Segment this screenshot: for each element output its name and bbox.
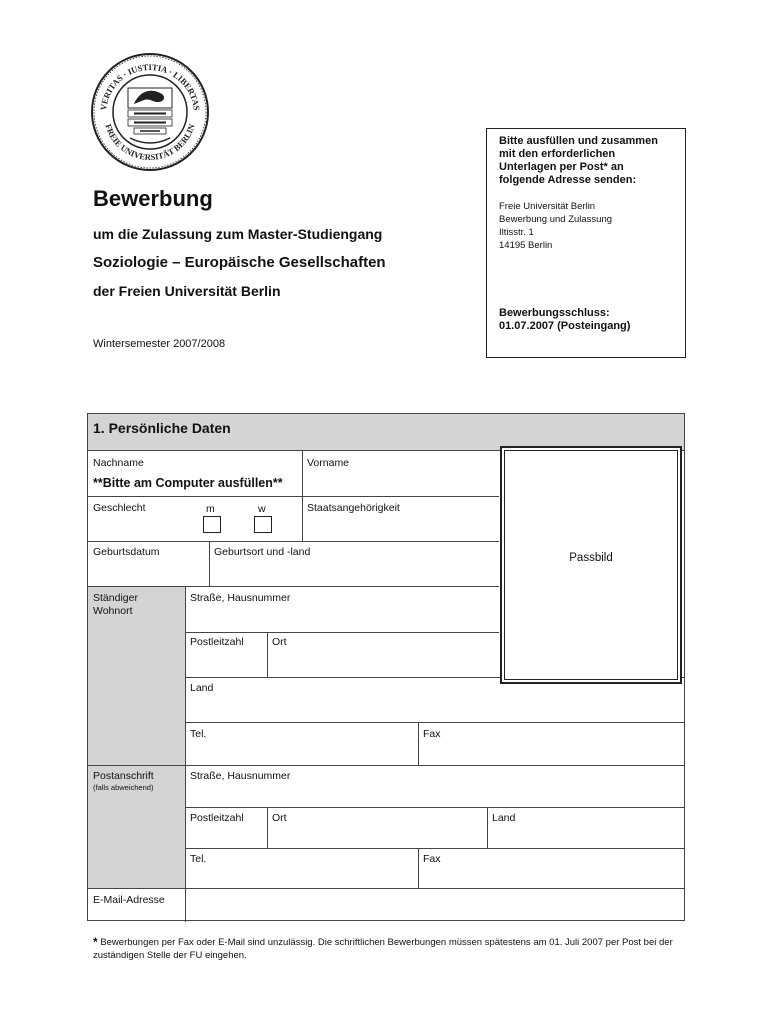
- wohnort-fax-label: Fax: [423, 728, 441, 740]
- page-title: Bewerbung: [93, 186, 213, 211]
- email-label: E-Mail-Adresse: [93, 894, 165, 906]
- university-seal-logo: [90, 52, 210, 172]
- svg-text:FREIE UNIVERSITÄT BERLIN: FREIE UNIVERSITÄT BERLIN: [103, 122, 197, 163]
- gender-w-checkbox[interactable]: [254, 516, 272, 533]
- wohnort-tel-label: Tel.: [190, 728, 207, 740]
- wohnort-land-label: Land: [190, 682, 214, 694]
- gender-w-label: w: [258, 503, 266, 515]
- post-land-label: Land: [492, 812, 516, 824]
- semester-label: Wintersemester 2007/2008: [93, 338, 226, 350]
- post-fax-label: Fax: [423, 853, 441, 865]
- vorname-label: Vorname: [307, 457, 350, 469]
- nachname-label: Nachname: [93, 457, 144, 469]
- footnote-star: *: [93, 935, 98, 949]
- mailing-address: Freie Universität Berlin Bewerbung und Zulassung Iltisstr. 1 14195 Berlin: [499, 201, 613, 251]
- subtitle-line-1: um die Zulassung zum Master-Studiengang: [93, 226, 383, 242]
- passport-photo-box: [500, 446, 682, 684]
- passbild-label: Passbild: [569, 552, 613, 564]
- falls-abweichend-label: (falls abweichend): [93, 783, 154, 792]
- footnote: [93, 936, 688, 962]
- mailing-info-box: [486, 128, 686, 358]
- deadline: Bewerbungsschluss: 01.07.2007 (Posteingang): [499, 307, 631, 332]
- subtitle-line-2: Soziologie – Europäische Gesellschaften: [93, 254, 386, 271]
- geburtsort-label: Geburtsort und -land: [214, 546, 311, 558]
- fill-on-computer-note: **Bitte am Computer ausfüllen**: [93, 476, 283, 490]
- post-ort-label: Ort: [272, 812, 287, 824]
- postanschrift-label: Postanschrift: [93, 770, 154, 782]
- post-strasse-label: Straße, Hausnummer: [190, 770, 291, 782]
- wohnort-ort-label: Ort: [272, 636, 287, 648]
- staatsangehoerigkeit-label: Staatsangehörigkeit: [307, 502, 400, 514]
- label-column-shade: [88, 586, 185, 888]
- wohnort-strasse-label: Straße, Hausnummer: [190, 592, 291, 604]
- geschlecht-label: Geschlecht: [93, 502, 146, 514]
- footnote-text: Bewerbungen per Fax oder E-Mail sind unzulässig. Die schriftlichen Bewerbungen müssen spätestens am 01. Juli 2007 per Post bei der zuständigen Stelle der FU eingehen.: [93, 937, 673, 961]
- geburtsdatum-label: Geburtsdatum: [93, 546, 160, 558]
- svg-text:VERITAS · IUSTITIA · LIBERTAS: VERITAS · IUSTITIA · LIBERTAS: [98, 61, 202, 111]
- post-tel-label: Tel.: [190, 853, 207, 865]
- gender-m-label: m: [206, 503, 215, 515]
- section-title: 1. Persönliche Daten: [93, 420, 231, 436]
- staendiger-wohnort-label: Ständiger Wohnort: [93, 592, 138, 617]
- subtitle-line-3: der Freien Universität Berlin: [93, 283, 281, 299]
- post-plz-label: Postleitzahl: [190, 812, 244, 824]
- info-heading: Bitte ausfüllen und zusammen mit den erforderlichen Unterlagen per Post* an folgende Adresse senden:: [499, 135, 658, 186]
- wohnort-plz-label: Postleitzahl: [190, 636, 244, 648]
- gender-m-checkbox[interactable]: [203, 516, 221, 533]
